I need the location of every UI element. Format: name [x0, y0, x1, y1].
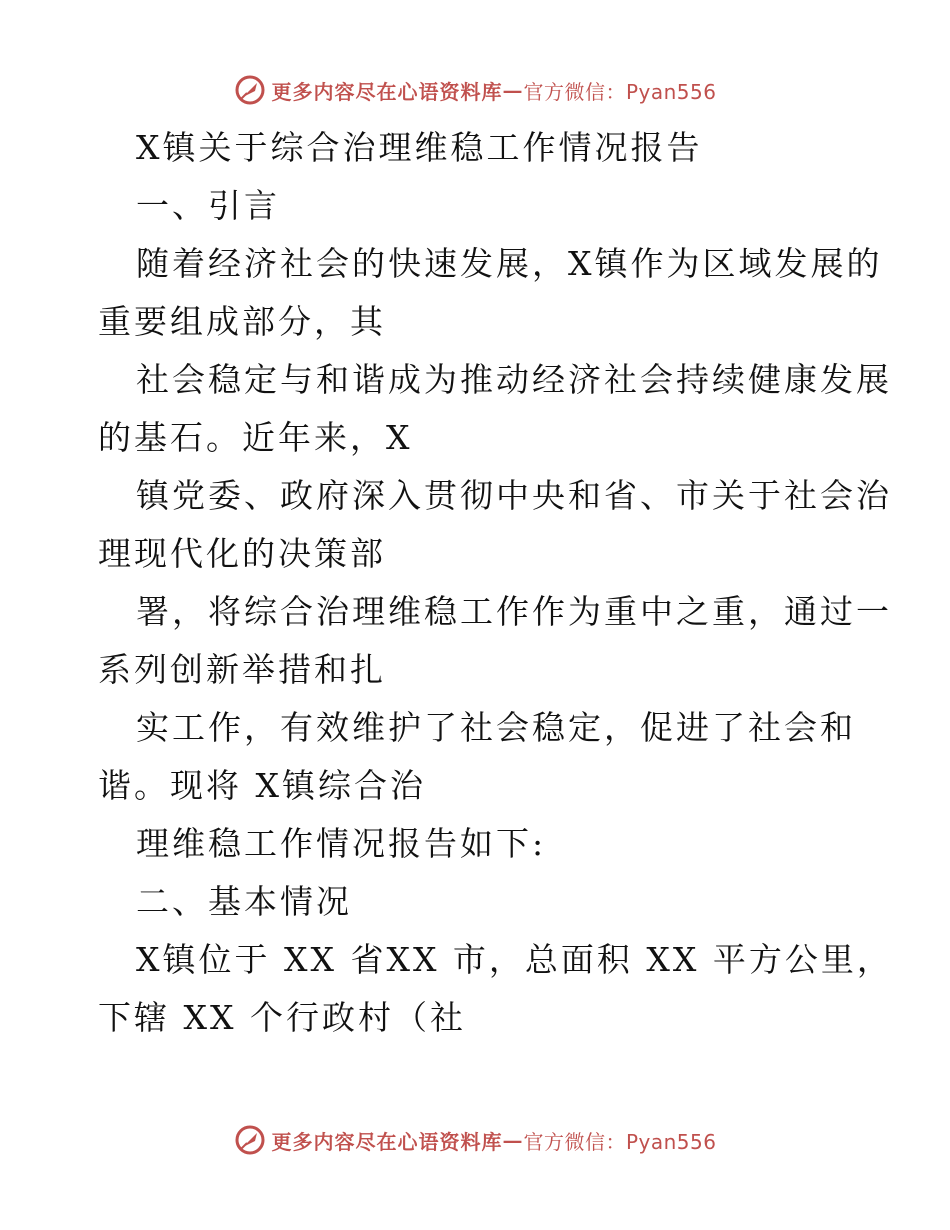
quill-circle-icon	[233, 73, 267, 107]
paragraph-line: 的基石。近年来，X	[98, 418, 413, 457]
document-title: X镇关于综合治理维稳工作情况报告	[136, 128, 703, 167]
watermark-site-text: 更多内容尽在心语资料库	[271, 79, 503, 104]
paragraph-line: 署，将综合治理维稳工作作为重中之重，通过一	[136, 592, 892, 631]
section-heading: 一、引言	[136, 186, 280, 225]
paragraph-line: X镇位于 XX 省XX 市，总面积 XX 平方公里，	[136, 940, 893, 979]
paragraph-line: 镇党委、政府深入贯彻中央和省、市关于社会治	[136, 476, 892, 515]
paragraph-line: 理现代化的决策部	[98, 534, 386, 573]
paragraph-line: 理维稳工作情况报告如下:	[136, 824, 547, 863]
paragraph-line: 实工作，有效维护了社会稳定，促进了社会和	[136, 708, 856, 747]
section-heading: 二、基本情况	[136, 882, 352, 921]
watermark-dash: —	[502, 1128, 524, 1152]
paragraph-line: 随着经济社会的快速发展，X镇作为区域发展的	[136, 244, 883, 283]
footer-watermark	[0, 1120, 950, 1160]
header-watermark	[0, 70, 950, 110]
watermark-wechat-text: 官方微信：Pyan556	[523, 79, 717, 104]
paragraph-line: 社会稳定与和谐成为推动经济社会持续健康发展	[136, 360, 892, 399]
paragraph-line: 重要组成部分，其	[98, 302, 386, 341]
quill-circle-icon	[233, 1123, 267, 1157]
watermark-dash: —	[502, 78, 524, 102]
paragraph-line: 谐。现将 X镇综合治	[98, 766, 426, 805]
watermark-wechat-text: 官方微信：Pyan556	[523, 1129, 717, 1154]
paragraph-line: 下辖 XX 个行政村（社	[98, 998, 466, 1037]
paragraph-line: 系列创新举措和扎	[98, 650, 386, 689]
watermark-site-text: 更多内容尽在心语资料库	[271, 1129, 503, 1154]
